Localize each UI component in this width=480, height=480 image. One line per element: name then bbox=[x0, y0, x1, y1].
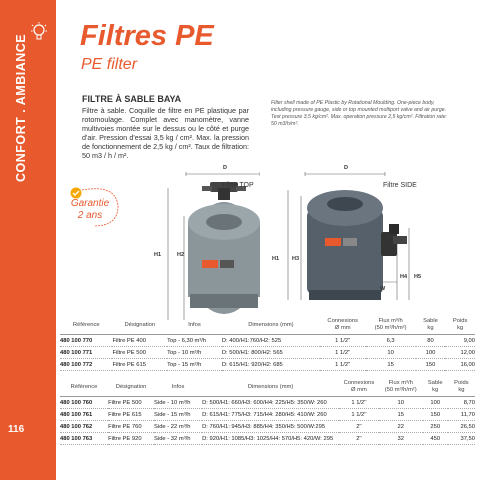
col-designation: Désignation bbox=[108, 380, 154, 397]
cell-dimensions: D: 920/H1: 1085/H3: 1025/H4: 570/H5: 420/W: 295 bbox=[202, 433, 339, 445]
cell-infos: Side - 15 m³/h bbox=[154, 409, 202, 421]
table-row bbox=[60, 335, 475, 347]
col-poids: Poids kg bbox=[445, 318, 475, 335]
cell-infos: Side - 32 m³/h bbox=[154, 433, 202, 445]
col-reference: Référence bbox=[60, 318, 112, 335]
cell-poids: 8,70 bbox=[448, 397, 475, 409]
table-row bbox=[60, 359, 475, 371]
cell-connexions: 2'' bbox=[339, 421, 379, 433]
cell-connexions: 1 1/2'' bbox=[339, 397, 379, 409]
col-flux: Flux m³/h (50 m³/h/m²) bbox=[379, 380, 423, 397]
page-title: Filtres PE bbox=[80, 20, 214, 52]
dim-side-d: D bbox=[344, 165, 348, 171]
dim-side-w: W bbox=[380, 286, 386, 292]
table-row bbox=[60, 397, 475, 409]
lightbulb-icon bbox=[31, 22, 47, 44]
dim-side-h1: H1 bbox=[272, 256, 280, 262]
cell-dimensions: D: 760/H1: 945/H3: 885/H4: 350/H5: 500/W:295 bbox=[202, 421, 339, 433]
filter-top-illustration bbox=[150, 172, 260, 322]
cell-connexions: 1 1/2'' bbox=[320, 347, 366, 359]
description-french: Filtre à sable. Coquille de filtre en PE plastique par rotomoulage. Complet avec manomètre, vanne multivoies montée sur le dessus ou le côté et purge d'air. Pression d'essai 3,5 kg / cm². Max. la pression de fonctionnement de 2,5 kg / cm². Taux de filtration: 50 m3 / h / m². bbox=[82, 106, 249, 160]
cell-flux: 15 bbox=[366, 359, 416, 371]
table-side-filters bbox=[60, 380, 475, 445]
cell-reference: 480 100 772 bbox=[60, 359, 112, 371]
cell-reference: 480 100 762 bbox=[60, 421, 108, 433]
description-english: Filter shell made of PE Plastic by Rotational Moulding. One-piece body, including pressure gauge, side or top mounted multiport valve and air purge. Test pressure 3,5 kg/cm². Max. operation pressure 2,5 kg/cm². Filtration rate: 50 m3/h/m². bbox=[271, 100, 447, 127]
table-top-header-row bbox=[60, 318, 475, 335]
cell-flux: 15 bbox=[379, 409, 423, 421]
table-side-header-row bbox=[60, 380, 475, 397]
page-subtitle: PE filter bbox=[81, 56, 138, 73]
cell-designation: Filtre PE 400 bbox=[112, 335, 167, 347]
cell-infos: Top - 15 m³/h bbox=[167, 359, 222, 371]
filter-side-illustration bbox=[285, 172, 415, 322]
cell-designation: Filtre PE 500 bbox=[108, 397, 154, 409]
col-sable: Sable kg bbox=[423, 380, 448, 397]
cell-flux: 32 bbox=[379, 433, 423, 445]
filter-top-label: Filtre TOP bbox=[222, 182, 254, 189]
col-infos: Infos bbox=[167, 318, 222, 335]
col-infos: Infos bbox=[154, 380, 202, 397]
cell-dimensions: D: 500/H1: 800/H2: 565 bbox=[222, 347, 320, 359]
col-designation: Désignation bbox=[112, 318, 167, 335]
cell-flux: 22 bbox=[379, 421, 423, 433]
cell-sable: 250 bbox=[423, 421, 448, 433]
cell-poids: 9,00 bbox=[445, 335, 475, 347]
cell-sable: 100 bbox=[423, 397, 448, 409]
col-reference: Référence bbox=[60, 380, 108, 397]
table-row bbox=[60, 433, 475, 445]
cell-designation: Filtre PE 920 bbox=[108, 433, 154, 445]
table-row bbox=[60, 421, 475, 433]
table-top-filters bbox=[60, 318, 475, 371]
section-title: FILTRE À SABLE BAYA bbox=[82, 94, 182, 104]
cell-poids: 37,50 bbox=[448, 433, 475, 445]
dim-top-d: D bbox=[223, 165, 227, 171]
cell-reference: 480 100 760 bbox=[60, 397, 108, 409]
dim-side-h5: H5 bbox=[414, 274, 422, 280]
cell-sable: 150 bbox=[416, 359, 446, 371]
cell-poids: 26,50 bbox=[448, 421, 475, 433]
cell-poids: 12,00 bbox=[445, 347, 475, 359]
dim-top-h1: H1 bbox=[154, 252, 162, 258]
col-flux: Flux m³/h (50 m³/h/m²) bbox=[366, 318, 416, 335]
cell-connexions: 1 1/2'' bbox=[320, 335, 366, 347]
cell-designation: Filtre PE 500 bbox=[112, 347, 167, 359]
cell-reference: 480 100 771 bbox=[60, 347, 112, 359]
cell-flux: 10 bbox=[379, 397, 423, 409]
dim-side-h4: H4 bbox=[400, 274, 408, 280]
sidebar-vertical-text: CONFORT . AMBIANCE bbox=[14, 33, 28, 182]
cell-flux: 10 bbox=[366, 347, 416, 359]
guarantee-badge-line1: Garantie bbox=[70, 198, 110, 209]
dim-side-h3: H3 bbox=[292, 256, 300, 262]
cell-connexions: 1 1/2'' bbox=[339, 409, 379, 421]
col-dimensions: Dimensions (mm) bbox=[222, 318, 320, 335]
cell-infos: Side - 22 m³/h bbox=[154, 421, 202, 433]
guarantee-badge-line2: 2 ans bbox=[77, 210, 103, 221]
cell-reference: 480 100 763 bbox=[60, 433, 108, 445]
cell-infos: Top - 10 m³/h bbox=[167, 347, 222, 359]
dim-top-h2: H2 bbox=[177, 252, 185, 258]
cell-dimensions: D: 400/H1:760/H2: 525 bbox=[222, 335, 320, 347]
cell-infos: Side - 10 m³/h bbox=[154, 397, 202, 409]
cell-sable: 100 bbox=[416, 347, 446, 359]
col-poids: Poids kg bbox=[448, 380, 475, 397]
cell-sable: 80 bbox=[416, 335, 446, 347]
filter-side-label: Filtre SIDE bbox=[383, 182, 417, 189]
cell-poids: 11,70 bbox=[448, 409, 475, 421]
col-dimensions: Dimensions (mm) bbox=[202, 380, 339, 397]
cell-dimensions: D: 615/H1: 920/H2: 685 bbox=[222, 359, 320, 371]
cell-designation: Filtre PE 615 bbox=[108, 409, 154, 421]
cell-infos: Top - 6,30 m³/h bbox=[167, 335, 222, 347]
cell-dimensions: D: 500/H1: 660/H3: 600/H4: 225/H5: 350/W: 260 bbox=[202, 397, 339, 409]
cell-reference: 480 100 770 bbox=[60, 335, 112, 347]
page-number: 116 bbox=[8, 424, 25, 435]
cell-dimensions: D: 615/H1: 775/H3: 715/H4: 280/H5: 410/W: 260 bbox=[202, 409, 339, 421]
col-connexions: Connexions Ø mm bbox=[339, 380, 379, 397]
cell-connexions: 1 1/2'' bbox=[320, 359, 366, 371]
cell-reference: 480 100 761 bbox=[60, 409, 108, 421]
table-row bbox=[60, 409, 475, 421]
cell-flux: 6,3 bbox=[366, 335, 416, 347]
col-connexions: Connexions Ø mm bbox=[320, 318, 366, 335]
cell-designation: Filtre PE 760 bbox=[108, 421, 154, 433]
cell-sable: 450 bbox=[423, 433, 448, 445]
cell-poids: 16,00 bbox=[445, 359, 475, 371]
cell-sable: 150 bbox=[423, 409, 448, 421]
cell-connexions: 2'' bbox=[339, 433, 379, 445]
sidebar bbox=[0, 0, 56, 480]
cell-designation: Filtre PE 615 bbox=[112, 359, 167, 371]
table-row bbox=[60, 347, 475, 359]
col-sable: Sable kg bbox=[416, 318, 446, 335]
